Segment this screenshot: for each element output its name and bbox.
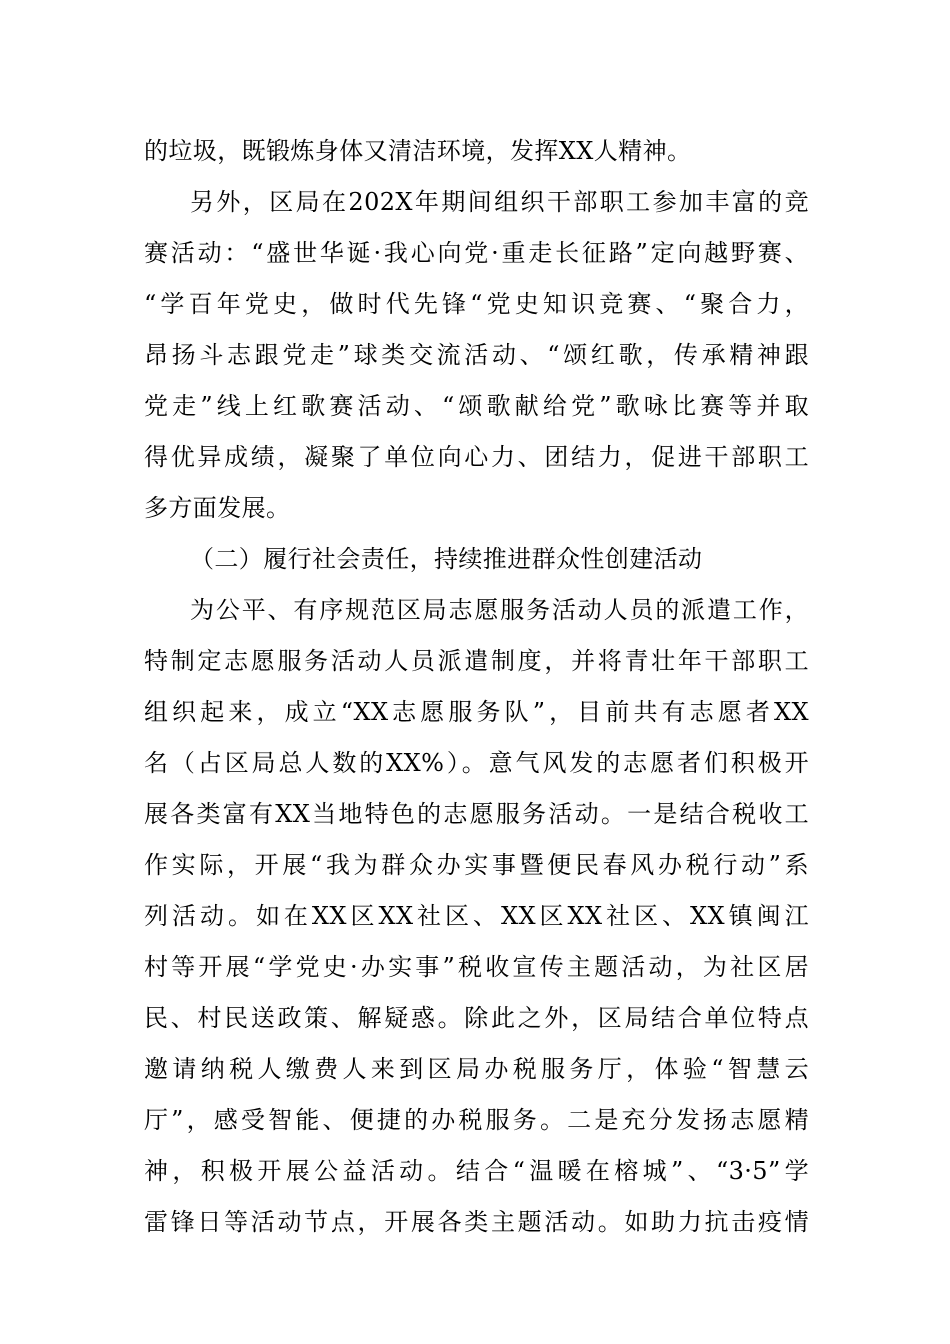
text-line: 作实际，开展“我为群众办实事暨便民春风办税行动”系 [144, 851, 809, 879]
text-line: 列活动。如在XX区XX社区、XX区XX社区、XX镇闽江 [144, 902, 809, 930]
text-line: 邀请纳税人缴费人来到区局办税服务厅，体验“智慧云 [144, 1055, 809, 1083]
text-line: 组织起来，成立“XX志愿服务队”，目前共有志愿者XX [144, 698, 809, 726]
text-line: 的垃圾，既锻炼身体又清洁环境，发挥XX人精神。 [144, 137, 692, 165]
text-line: 民、村民送政策、解疑惑。除此之外，区局结合单位特点 [144, 1004, 809, 1032]
text-line: 厅”，感受智能、便捷的办税服务。二是充分发扬志愿精 [144, 1106, 809, 1134]
text-line: （二）履行社会责任，持续推进群众性创建活动 [190, 545, 703, 573]
text-line: 村等开展“学党史·办实事”税收宣传主题活动，为社区居 [144, 953, 809, 981]
text-line: 多方面发展。 [144, 494, 291, 522]
text-line: 赛活动：“盛世华诞·我心向党·重走长征路”定向越野赛、 [144, 239, 809, 267]
text-line: 为公平、有序规范区局志愿服务活动人员的派遣工作， [190, 596, 809, 624]
text-line: 展各类富有XX当地特色的志愿服务活动。一是结合税收工 [144, 800, 809, 828]
text-line: “学百年党史，做时代先锋“党史知识竞赛、“聚合力， [144, 290, 809, 318]
text-line: 得优异成绩，凝聚了单位向心力、团结力，促进干部职工 [144, 443, 809, 471]
body-text [144, 126, 809, 1248]
text-line: 党走”线上红歌赛活动、“颂歌献给党”歌咏比赛等并取 [144, 392, 809, 420]
text-line: 昂扬斗志跟党走”球类交流活动、“颂红歌，传承精神跟 [144, 341, 809, 369]
text-line: 名（占区局总人数的XX%）。意气风发的志愿者们积极开 [144, 749, 809, 777]
text-line: 神，积极开展公益活动。结合“温暖在榕城”、“3·5”学 [144, 1157, 809, 1185]
text-line: 雷锋日等活动节点，开展各类主题活动。如助力抗击疫情 [144, 1208, 809, 1236]
text-line: 特制定志愿服务活动人员派遣制度，并将青壮年干部职工 [144, 647, 809, 675]
text-line: 另外，区局在202X年期间组织干部职工参加丰富的竞 [190, 188, 809, 216]
